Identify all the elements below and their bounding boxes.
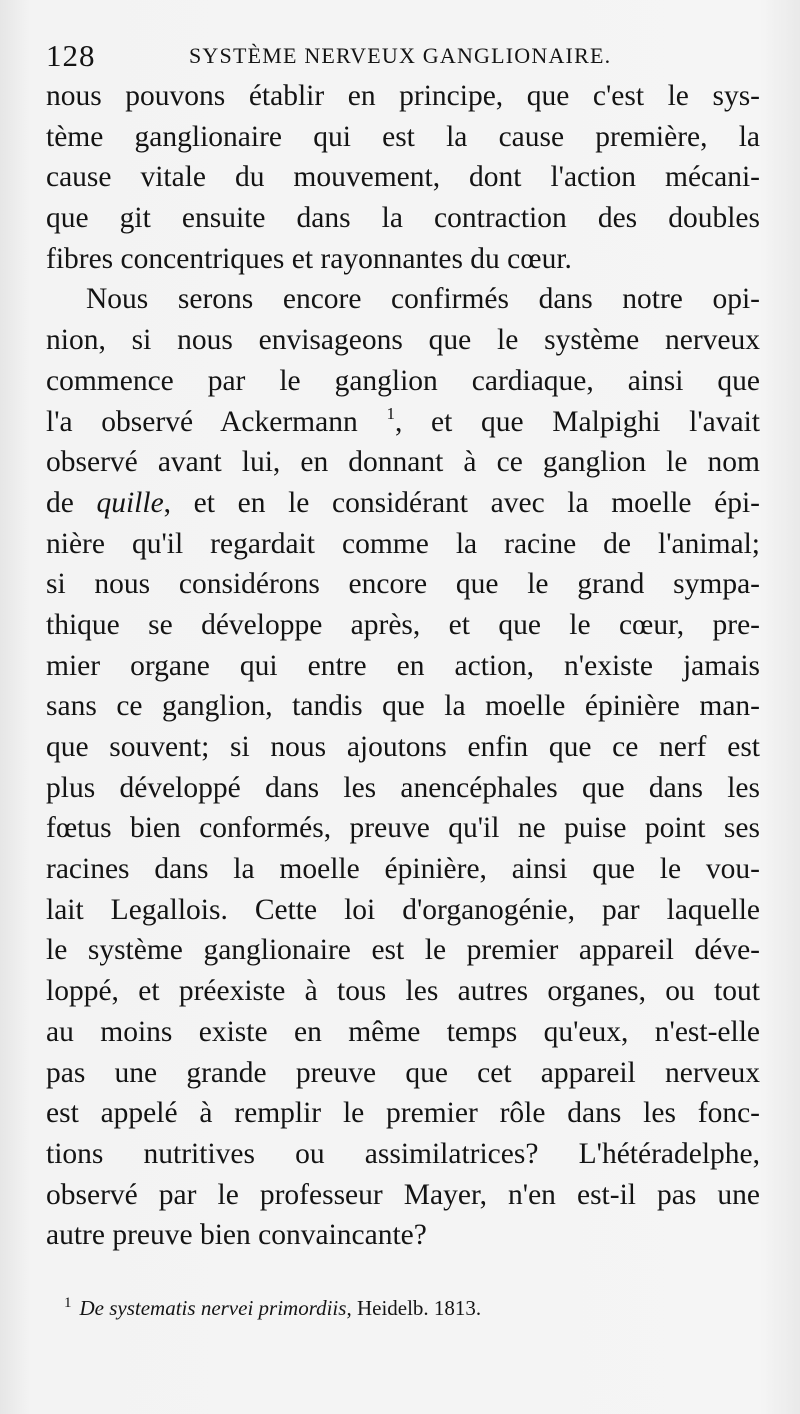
- footnote-title: De systematis nervei primordiis: [79, 1296, 347, 1320]
- text-line: loppé, et préexiste à tous les autres organes, ou tout: [46, 975, 760, 1008]
- text-line: est appelé à remplir le premier rôle dans les fonc-: [46, 1097, 760, 1130]
- text-line: racines dans la moelle épinière, ainsi que le vou-: [46, 853, 760, 886]
- text-line: commence par le ganglion cardiaque, ainsi que: [46, 364, 760, 397]
- text-line: au moins existe en même temps qu'eux, n'est-elle: [46, 1015, 760, 1048]
- text-line: autre preuve bien convaincante?: [46, 1219, 427, 1252]
- text-line-with-italic: [46, 483, 760, 524]
- footnote-reference[interactable]: 1: [386, 403, 395, 423]
- text-line-with-footnote-ref: [46, 402, 760, 443]
- text-line: observé avant lui, en donnant à ce ganglion le nom: [46, 446, 760, 479]
- text-line: lait Legallois. Cette loi d'organogénie, par laquelle: [46, 893, 760, 926]
- text-line: nous pouvons établir en principe, que c'est le sys-: [46, 80, 760, 112]
- text-line: pas une grande preuve que cet appareil nerveux: [46, 1056, 760, 1089]
- text-line: mier organe qui entre en action, n'existe jamais: [46, 649, 760, 682]
- text-line: fibres concentriques et rayonnantes du cœur.: [46, 242, 572, 275]
- text-line: nière qu'il regardait comme la racine de l'animal;: [46, 527, 760, 560]
- text-line: sans ce ganglion, tandis que la moelle épinière man-: [46, 690, 760, 723]
- footnote: [64, 1285, 624, 1326]
- text-line: si nous considérons encore que le grand sympa-: [46, 568, 760, 601]
- text-line: le système ganglionaire est le premier appareil déve-: [46, 934, 760, 967]
- text-line: observé par le professeur Mayer, n'en est-il pas une: [46, 1178, 760, 1211]
- page-header: [46, 36, 746, 76]
- text-segment: , et en le considérant avec la moelle épi-: [163, 486, 761, 519]
- text-line: thique se développe après, et que le cœur, pre-: [46, 608, 760, 641]
- text-line: plus développé dans les anencéphales que dans les: [46, 771, 760, 804]
- footnote-mark: 1: [64, 1295, 72, 1311]
- text-line: tème ganglionaire qui est la cause première, la: [46, 120, 760, 153]
- text-segment: de: [46, 486, 74, 519]
- text-segment: l'a observé Ackermann: [46, 405, 358, 438]
- body-text: [46, 76, 760, 1256]
- italic-term: quille: [96, 486, 164, 519]
- footnote-citation: , Heidelb. 1813.: [346, 1296, 482, 1320]
- text-line: que git ensuite dans la contraction des doubles: [46, 202, 760, 235]
- text-line: cause vitale du mouvement, dont l'action mécani-: [46, 161, 760, 194]
- text-line: nion, si nous envisageons que le système nerveux: [46, 324, 760, 357]
- text-line: fœtus bien conformés, preuve qu'il ne puise point ses: [46, 812, 760, 845]
- text-line: que souvent; si nous ajoutons enfin que ce nerf est: [46, 731, 760, 763]
- page-number: 128: [46, 38, 96, 73]
- text-line: Nous serons encore confirmés dans notre opi-: [86, 283, 760, 316]
- text-segment: , et que Malpighi l'avait: [394, 405, 761, 438]
- text-line: tions nutritives ou assimilatrices? L'hétéradelphe,: [46, 1137, 760, 1170]
- running-head: SYSTÈME NERVEUX GANGLIONAIRE.: [189, 43, 612, 68]
